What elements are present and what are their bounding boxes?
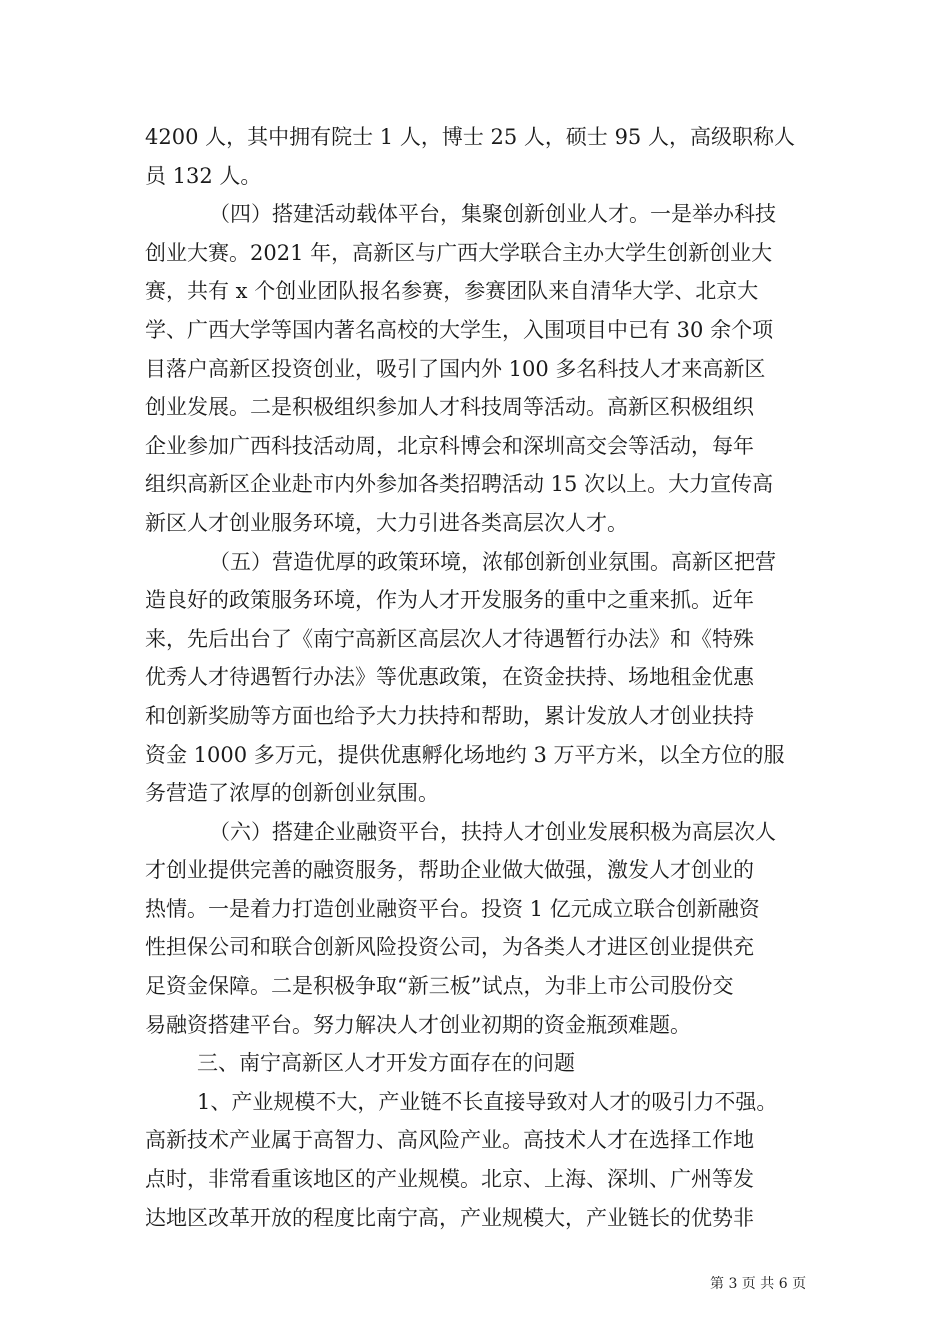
text-line: 组织高新区企业赴市内外参加各类招聘活动 15 次以上。大力宣传高 xyxy=(145,472,774,497)
text-line: 创业大赛。2021 年，高新区与广西大学联合主办大学生创新创业大 xyxy=(145,240,773,265)
text-line: 员 132 人。 xyxy=(145,163,262,188)
text-line: 1、产业规模不大，产业链不长直接导致对人才的吸引力不强。 xyxy=(197,1089,778,1114)
text-line: 企业参加广西科技活动周，北京科博会和深圳高交会等活动，每年 xyxy=(145,433,754,458)
text-line: 性担保公司和联合创新风险投资公司，为各类人才进区创业提供充 xyxy=(145,935,754,960)
text-line: 达地区改革开放的程度比南宁高，产业规模大，产业链长的优势非 xyxy=(145,1205,754,1230)
text-line: 三、南宁高新区人才开发方面存在的问题 xyxy=(197,1051,575,1076)
text-line: 热情。一是着力打造创业融资平台。投资 1 亿元成立联合创新融资 xyxy=(145,896,760,921)
text-line: 优秀人才待遇暂行办法》等优惠政策，在资金扶持、场地租金优惠 xyxy=(145,665,754,690)
text-line: 务营造了浓厚的创新创业氛围。 xyxy=(145,781,439,806)
text-line: 资金 1000 多万元，提供优惠孵化场地约 3 万平方米，以全方位的服 xyxy=(145,742,785,767)
text-line: 赛，共有 x 个创业团队报名参赛，参赛团队来自清华大学、北京大 xyxy=(145,279,759,304)
text-line: （四）搭建活动载体平台，集聚创新创业人才。一是举办科技 xyxy=(209,202,776,227)
text-line: 易融资搭建平台。努力解决人才创业初期的资金瓶颈难题。 xyxy=(145,1012,691,1037)
text-line: 造良好的政策服务环境，作为人才开发服务的重中之重来抓。近年 xyxy=(145,588,754,613)
text-line: 4200 人，其中拥有院士 1 人，博士 25 人，硕士 95 人，高级职称人 xyxy=(145,125,795,149)
text-line: 新区人才创业服务环境，大力引进各类高层次人才。 xyxy=(145,510,628,535)
text-line: 创业发展。二是积极组织参加人才科技周等活动。高新区积极组织 xyxy=(145,395,754,420)
text-line: 和创新奖励等方面也给予大力扶持和帮助，累计发放人才创业扶持 xyxy=(145,703,754,728)
text-line: （六）搭建企业融资平台，扶持人才创业发展积极为高层次人 xyxy=(209,819,776,844)
text-line: 点时，非常看重该地区的产业规模。北京、上海、深圳、广州等发 xyxy=(145,1167,754,1192)
body-text xyxy=(145,118,807,1237)
text-line: 才创业提供完善的融资服务，帮助企业做大做强，激发人才创业的 xyxy=(145,858,754,883)
text-line: 来，先后出台了《南宁高新区高层次人才待遇暂行办法》和《特殊 xyxy=(145,626,754,651)
text-line: 目落户高新区投资创业，吸引了国内外 100 多名科技人才来高新区 xyxy=(145,356,766,381)
document-page xyxy=(145,118,807,1237)
text-line: 高新技术产业属于高智力、高风险产业。高技术人才在选择工作地 xyxy=(145,1128,754,1153)
page-number-footer: 第 3 页 共 6 页 xyxy=(710,1276,807,1292)
text-line: （五）营造优厚的政策环境，浓郁创新创业氛围。高新区把营 xyxy=(209,549,776,574)
text-line: 学、广西大学等国内著名高校的大学生，入围项目中已有 30 余个项 xyxy=(145,317,774,342)
text-line: 足资金保障。二是积极争取“新三板”试点，为非上市公司股份交 xyxy=(145,974,734,999)
